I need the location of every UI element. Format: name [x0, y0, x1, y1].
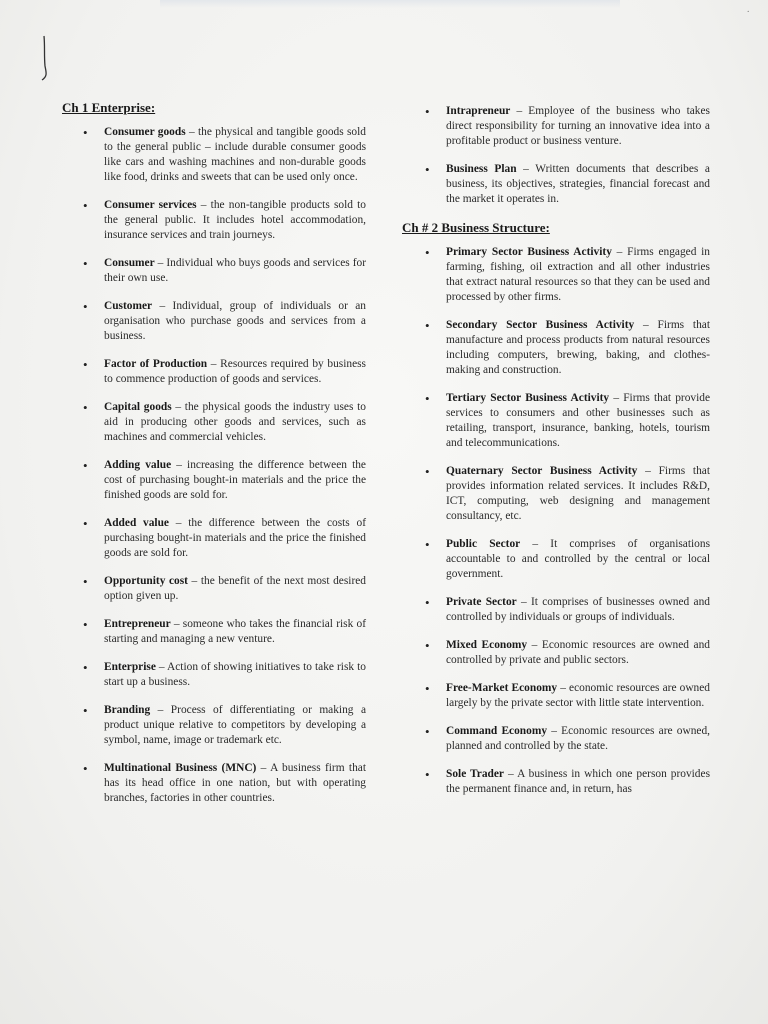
right-column [402, 104, 710, 810]
definition: – the difference between the costs of purchasing bought-in materials and the price the finished goods are sold for. [104, 517, 366, 559]
definition: – Firms that manufacture and process products from natural resources including computers, brewing, baking, and clothes-making and construction. [446, 319, 710, 376]
list-item [58, 299, 366, 344]
term: Consumer [104, 257, 155, 269]
list-item [402, 391, 710, 451]
list-item [58, 660, 366, 690]
list-item [58, 761, 366, 806]
term: Free-Market Economy [446, 682, 558, 694]
chapter-2-list [402, 245, 710, 797]
term: Command Economy [446, 725, 548, 737]
definition: – the physical and tangible goods sold to the general public – include durable consumer goods like cars and washing machines and non-durable goods like food, drinks and sweets that can be used only once. [104, 126, 366, 183]
definition: – Resources required by business to commence production of goods and services. [104, 358, 366, 385]
definition: – someone who takes the financial risk of starting and managing a new venture. [104, 618, 366, 645]
list-item [402, 318, 710, 378]
list-item [58, 617, 366, 647]
chapter-2-heading: Ch # 2 Business Structure: [402, 220, 550, 235]
definition: – Individual who buys goods and services for their own use. [104, 257, 366, 284]
definition: – Written documents that describes a business, its objectives, strategies, financial forecast and the market it operates in. [446, 163, 710, 205]
term: Intrapreneur [446, 105, 511, 117]
term: Consumer services [104, 199, 197, 211]
term: Entrepreneur [104, 618, 171, 630]
chapter-1-continued-list [402, 104, 710, 207]
term: Private Sector [446, 596, 517, 608]
definition: – Economic resources are owned, planned and controlled by the state. [446, 725, 710, 752]
list-item [402, 724, 710, 754]
term: Customer [104, 300, 153, 312]
list-item [402, 681, 710, 711]
term: Opportunity cost [104, 575, 188, 587]
term: Enterprise [104, 661, 156, 673]
term: Public Sector [446, 538, 521, 550]
chapter-1-list [58, 125, 366, 806]
definition: – It comprises of businesses owned and controlled by individuals or groups of individuals. [446, 596, 710, 623]
definition: – Firms that provide services to consumers and other businesses such as retailing, transport, insurance, banking, hotels, tourism and telecommunications. [446, 392, 711, 449]
list-item [58, 125, 366, 185]
list-item [58, 516, 366, 561]
definition: – economic resources are owned largely by the private sector with little state intervention. [446, 682, 710, 709]
definition: – Process of differentiating or making a product unique relative to competitors by developing a symbol, name, image or trademark etc. [104, 704, 366, 746]
term: Consumer goods [104, 126, 186, 138]
definition: – Economic resources are owned and controlled by private and public sectors. [446, 639, 710, 666]
term: Capital goods [104, 401, 172, 413]
list-item [58, 703, 366, 748]
list-item [402, 245, 710, 305]
term: Tertiary Sector Business Activity [446, 392, 610, 404]
list-item [402, 638, 710, 668]
term: Sole Trader [446, 768, 504, 780]
chapter-1-heading: Ch 1 Enterprise: [62, 100, 156, 115]
definition: – increasing the difference between the cost of purchasing bought-in materials and the price the finished goods are sold for. [104, 459, 366, 501]
scan-smudge [160, 0, 620, 8]
term: Quaternary Sector Business Activity [446, 465, 638, 477]
list-item [402, 595, 710, 625]
term: Secondary Sector Business Activity [446, 319, 635, 331]
term: Business Plan [446, 163, 517, 175]
definition: – Individual, group of individuals or an organisation who purchase goods and services from a business. [104, 300, 366, 342]
corner-mark: · [746, 6, 750, 18]
term: Multinational Business (MNC) [104, 762, 257, 774]
list-item [58, 574, 366, 604]
list-item [402, 464, 710, 524]
list-item [402, 162, 710, 207]
list-item [58, 256, 366, 286]
pen-mark-icon [38, 34, 52, 82]
definition: – the non-tangible products sold to the general public. It includes hotel accommodation, insurance services and train journeys. [104, 199, 366, 241]
list-item [58, 357, 366, 387]
definition: – Action of showing initiatives to take risk to start up a business. [104, 661, 366, 688]
term: Factor of Production [104, 358, 208, 370]
definition: – A business firm that has its head office in one nation, but with operating branches, factories in other countries. [104, 762, 366, 804]
left-column [58, 100, 366, 819]
term: Primary Sector Business Activity [446, 246, 612, 258]
list-item [58, 198, 366, 243]
definition: – It comprises of organisations accountable to and controlled by the central or local government. [446, 538, 710, 580]
list-item [402, 537, 710, 582]
list-item [58, 458, 366, 503]
definition: – Firms that provides information related services. It includes R&D, ICT, computing, web designing and management consultancy, etc. [446, 465, 710, 522]
term: Adding value [104, 459, 172, 471]
definition: – Firms engaged in farming, fishing, oil extraction and all other industries that extract natural resources so that they can be used and processed by other firms. [446, 246, 711, 303]
list-item [402, 104, 710, 149]
list-item [58, 400, 366, 445]
list-item [402, 767, 710, 797]
definition: – Employee of the business who takes direct responsibility for turning an innovative idea into a profitable product or business venture. [446, 105, 710, 147]
definition: – the benefit of the next most desired option given up. [104, 575, 366, 602]
term: Added value [104, 517, 169, 529]
term: Mixed Economy [446, 639, 528, 651]
definition: – A business in which one person provides the permanent finance and, in return, has [446, 768, 710, 795]
definition: – the physical goods the industry uses to aid in producing other goods and services, such as machines and commercial vehicles. [104, 401, 366, 443]
term: Branding [104, 704, 151, 716]
